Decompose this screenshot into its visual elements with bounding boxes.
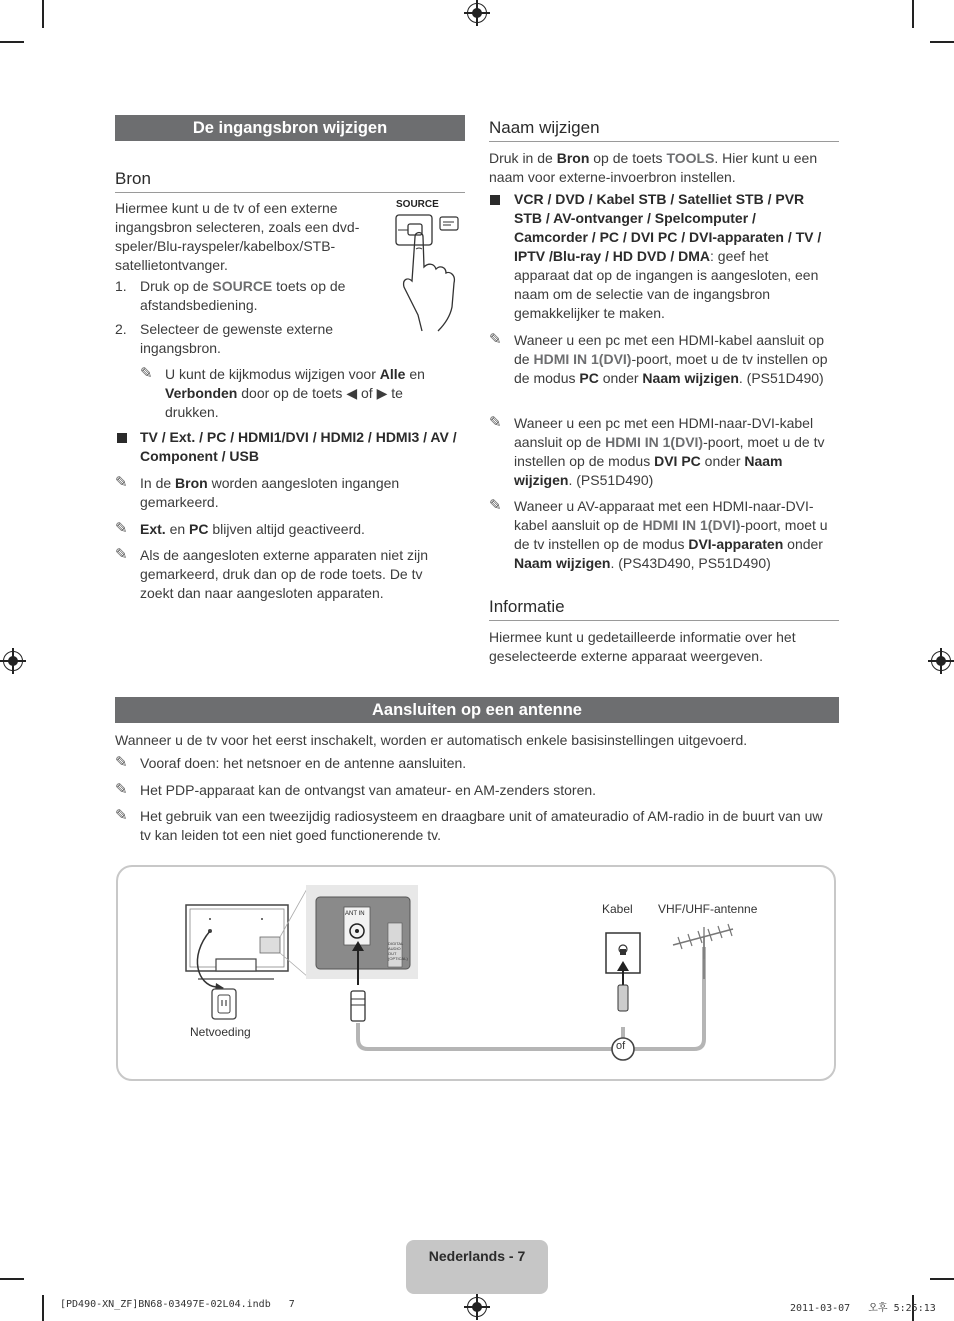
registration-mark-icon (467, 3, 487, 23)
crop-mark (930, 1278, 954, 1280)
crop-mark (42, 1295, 44, 1321)
note-kijkmodus: U kunt de kijkmodus wijzigen voor Alle en Verbonden door op de toets ◀ of ▶ te drukken. (165, 366, 425, 420)
note-hdmi-dvi-pc: Waneer u een pc met een HDMI-naar-DVI-kabel aansluit op de HDMI IN 1(DVI)-poort, moet u de tv instellen op de modus DVI PC onder Naam wijzigen. (PS51D490) (514, 415, 825, 488)
note-gemarkeerd: In de Bron worden aangesloten ingangen gemarkeerd. (140, 475, 400, 510)
ant-in-port-label: ANT IN (345, 911, 365, 917)
note-hdmi-dvi-av: Waneer u AV-apparaat met een HDMI-naar-DVI-kabel aansluit op de HDMI IN 1(DVI)-poort, moet u de tv instellen op de modus DVI-apparaten onder Naam wijzigen. (PS43D490, PS51D490) (514, 498, 828, 571)
connection-diagram (116, 865, 836, 1081)
heading-bron: Bron (115, 169, 465, 193)
remote-source-label: SOURCE (396, 199, 439, 210)
step2-text: Selecteer de gewenste externe ingangsbron. (140, 321, 334, 356)
step1-number: 1. (115, 278, 127, 294)
file-info: [PD490-XN_ZF]BN68-03497E-02L04.indb 7 (60, 1299, 295, 1310)
note-pencil-icon: ✎ (489, 331, 502, 348)
section-title-antenne: Aansluiten op een antenne (115, 697, 839, 723)
source-list: TV / Ext. / PC / HDMI1/DVI / HDMI2 / HDMI3 / AV / Component / USB (140, 429, 457, 464)
timestamp: 2011-03-07 오후 5:25:13 (790, 1303, 936, 1314)
section-title-ingangsbron: De ingangsbron wijzigen (115, 115, 465, 141)
naam-intro: Druk in de Bron op de toets TOOLS. Hier kunt u een naam voor externe-invoerbron instellen. (489, 150, 818, 185)
note-rode-toets: Als de aangesloten externe apparaten niet zijn gemarkeerd, druk dan op de rode toets. De tv zoekt dan naar aangesloten apparaten. (140, 547, 428, 601)
note-pencil-icon: ✎ (115, 807, 128, 824)
bullet-square-icon (117, 433, 127, 443)
connection-diagram-drawing (118, 867, 834, 1079)
note-radiosysteem: Het gebruik van een tweezijdig radiosysteem en draagbare unit of amateuradio of AM-radio in de buurt van uw tv kan leiden tot een niet goed functionerende tv. (140, 808, 823, 843)
right-arrow-icon: ▶ (376, 385, 388, 401)
registration-mark-icon (3, 651, 23, 671)
heading-informatie: Informatie (489, 597, 839, 621)
page-label: Nederlands - 7 (428, 1248, 526, 1264)
bullet-square-icon (490, 195, 500, 205)
note-pencil-icon: ✎ (140, 365, 153, 382)
registration-mark-icon (467, 1297, 487, 1317)
bron-intro: Hiermee kunt u de tv of een externe ingangsbron selecteren, zoals een dvd-speler/Blu-rayspeler/kabelbox/STB-satellietontvanger. (115, 200, 360, 273)
step2-number: 2. (115, 321, 127, 337)
note-vooraf: Vooraf doen: het netsnoer en de antenne aansluiten. (140, 755, 467, 771)
note-pencil-icon: ✎ (489, 414, 502, 431)
crop-mark (0, 41, 24, 43)
note-pencil-icon: ✎ (115, 474, 128, 491)
note-pencil-icon: ✎ (115, 754, 128, 771)
optical-port-label: DIGITAL AUDIO OUT (OPTICAL) (388, 941, 408, 961)
informatie-text: Hiermee kunt u gedetailleerde informatie over het geselecteerde externe apparaat weergeven. (489, 629, 796, 664)
antenne-intro: Wanneer u de tv voor het eerst inschakelt, worden er automatisch enkele basisinstellingen uitgevoerd. (115, 732, 748, 748)
note-pencil-icon: ✎ (115, 520, 128, 537)
tv-back-icon (186, 905, 288, 979)
note-hdmi-pc: Waneer u een pc met een HDMI-kabel aansluit op de HDMI IN 1(DVI)-poort, moet u de tv instellen op de modus PC onder Naam wijzigen. (PS51D490) (514, 332, 828, 386)
note-geactiveerd: Ext. en PC blijven altijd geactiveerd. (140, 521, 365, 537)
label-antenne: VHF/UHF-antenne (658, 902, 758, 916)
crop-mark (0, 1278, 24, 1280)
remote-source-illustration (388, 197, 466, 332)
label-kabel: Kabel (602, 902, 633, 916)
label-of: of (616, 1040, 626, 1052)
crop-mark (42, 0, 44, 28)
crop-mark (912, 0, 914, 28)
note-pencil-icon: ✎ (115, 546, 128, 563)
heading-naam-wijzigen: Naam wijzigen (489, 118, 839, 142)
hand-pressing-button-icon (388, 197, 466, 332)
note-pencil-icon: ✎ (489, 497, 502, 514)
source-key: SOURCE (212, 278, 273, 294)
registration-mark-icon (931, 651, 951, 671)
note-pencil-icon: ✎ (115, 781, 128, 798)
note-pdp: Het PDP-apparaat kan de ontvangst van amateur- en AM-zenders storen. (140, 782, 597, 798)
crop-mark (930, 41, 954, 43)
left-arrow-icon: ◀ (346, 385, 358, 401)
device-name-list: VCR / DVD / Kabel STB / Satelliet STB / PVR STB / AV-ontvanger / Spelcomputer / Camcorder / PC / DVI PC / DVI-apparaten / TV / IPTV /Blu-ray / HD DVD / DMA: geef het apparaat dat op de ingangen is aangesloten, een naam om de selectie van de ingangsbron gemakkelijker te maken. (514, 191, 822, 321)
step1-text: Druk op de SOURCE toets op de afstandsbediening. (140, 278, 346, 313)
label-netvoeding: Netvoeding (190, 1025, 251, 1039)
page-number-tab (406, 1240, 548, 1294)
